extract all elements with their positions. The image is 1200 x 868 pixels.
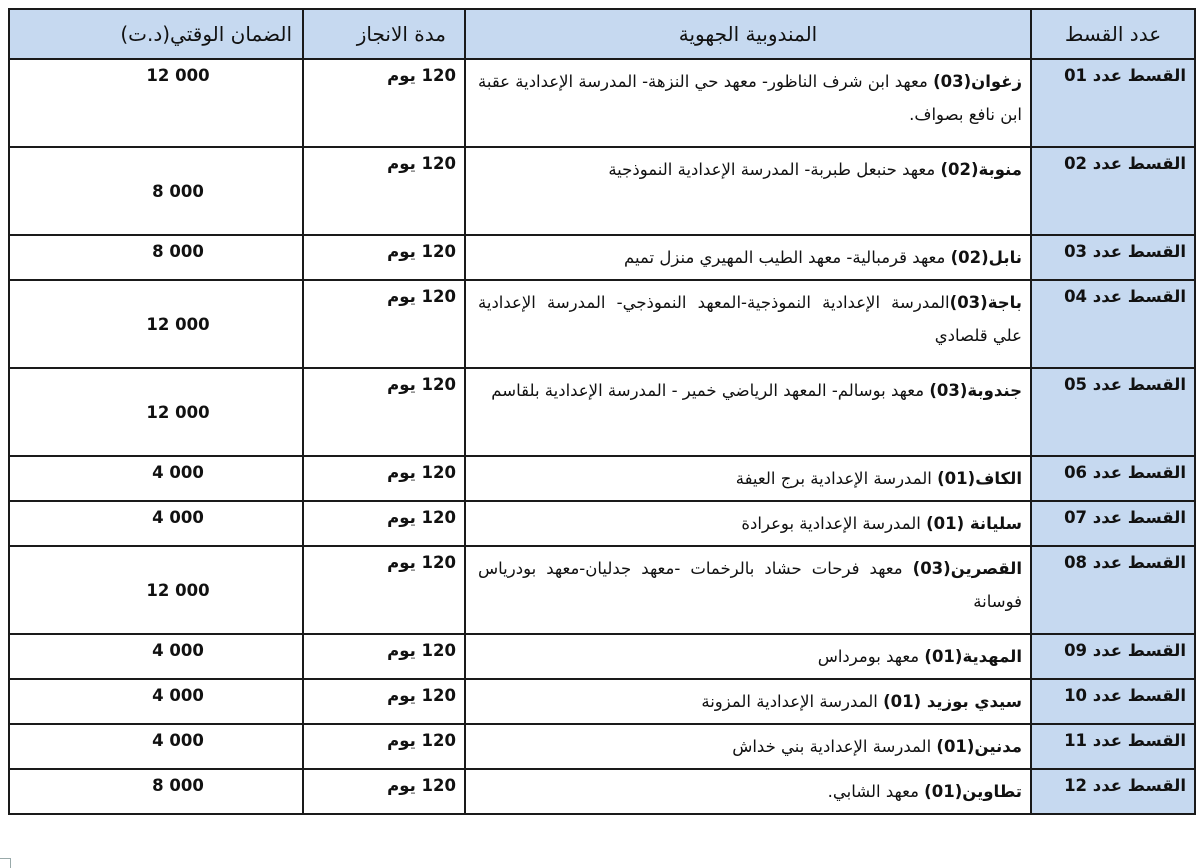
table-row (9, 147, 1195, 235)
duration-number: 120 (421, 66, 456, 85)
lot-cell: القسط عدد 08 (1031, 546, 1195, 634)
region-cell (465, 679, 1031, 724)
region-name: القصرين (950, 559, 1022, 578)
region-details: المدرسة الإعدادية بني خداش (732, 737, 937, 756)
region-count: (01) (936, 737, 975, 756)
header-lot: عدد القسط (1031, 9, 1195, 59)
duration-unit: يوم (387, 375, 416, 394)
region-name: نابل (988, 248, 1022, 267)
duration-unit: يوم (387, 154, 416, 173)
table-row (9, 501, 1195, 546)
region-name: باجة (987, 293, 1022, 312)
duration-cell (303, 368, 465, 456)
lot-cell: القسط عدد 07 (1031, 501, 1195, 546)
table-row (9, 769, 1195, 814)
table-row (9, 368, 1195, 456)
duration-cell (303, 546, 465, 634)
region-details: معهد بومرداس (817, 647, 925, 666)
lot-cell: القسط عدد 11 (1031, 724, 1195, 769)
region-details: المدرسة الإعدادية النموذجية-المعهد النموذجي- المدرسة الإعدادية علي قلصادي (478, 293, 1022, 345)
duration-number: 120 (421, 731, 456, 750)
region-count: (01) (937, 469, 976, 488)
region-details: معهد قرمبالية- معهد الطيب المهيري منزل تميم (624, 248, 951, 267)
guarantee-value: 8 000 (152, 242, 204, 261)
table-row (9, 724, 1195, 769)
duration-number: 120 (421, 508, 456, 527)
region-count: (02) (950, 248, 989, 267)
region-count: (03) (912, 559, 951, 578)
guarantee-value: 4 000 (152, 686, 204, 705)
duration-cell (303, 235, 465, 280)
region-count: (01) (883, 692, 922, 711)
duration-unit: يوم (387, 66, 416, 85)
guarantee-value: 8 000 (152, 776, 204, 795)
duration-unit: يوم (387, 553, 416, 572)
region-details: معهد حنبعل طبربة- المدرسة الإعدادية النموذجية (608, 160, 941, 179)
region-name: زغوان (971, 72, 1022, 91)
region-cell (465, 147, 1031, 235)
duration-number: 120 (421, 154, 456, 173)
guarantee-value: 12 000 (146, 580, 210, 600)
guarantee-cell (9, 769, 303, 814)
duration-cell (303, 634, 465, 679)
guarantee-value: 4 000 (152, 731, 204, 750)
lot-cell: القسط عدد 09 (1031, 634, 1195, 679)
table-row (9, 456, 1195, 501)
region-cell (465, 769, 1031, 814)
guarantee-value: 4 000 (152, 641, 204, 660)
region-cell (465, 59, 1031, 147)
duration-number: 120 (421, 686, 456, 705)
guarantee-cell (9, 634, 303, 679)
region-name: تطاوين (962, 782, 1022, 801)
lot-cell: القسط عدد 06 (1031, 456, 1195, 501)
lots-table (8, 8, 1196, 815)
region-cell (465, 724, 1031, 769)
duration-cell (303, 679, 465, 724)
region-cell (465, 235, 1031, 280)
table-row (9, 59, 1195, 147)
duration-number: 120 (421, 463, 456, 482)
lot-cell: القسط عدد 10 (1031, 679, 1195, 724)
duration-number: 120 (421, 242, 456, 261)
guarantee-cell (9, 368, 303, 456)
region-count: (01) (924, 647, 963, 666)
duration-unit: يوم (387, 731, 416, 750)
region-count: (03) (933, 72, 972, 91)
region-cell (465, 456, 1031, 501)
duration-number: 120 (421, 553, 456, 572)
duration-unit: يوم (387, 641, 416, 660)
guarantee-value: 8 000 (152, 181, 204, 201)
region-details: معهد فرحات حشاد بالرخمات -معهد جدليان-معهد بودرياس فوسانة (478, 559, 1022, 611)
guarantee-cell (9, 546, 303, 634)
lot-cell: القسط عدد 04 (1031, 280, 1195, 368)
duration-cell (303, 147, 465, 235)
lot-cell: القسط عدد 01 (1031, 59, 1195, 147)
guarantee-value: 12 000 (146, 66, 210, 85)
document-page (8, 8, 1194, 815)
region-name: سيدي بوزيد (921, 692, 1022, 711)
guarantee-value: 12 000 (146, 314, 210, 334)
duration-cell (303, 724, 465, 769)
region-details: المدرسة الإعدادية المزونة (701, 692, 884, 711)
guarantee-cell (9, 456, 303, 501)
duration-unit: يوم (387, 686, 416, 705)
duration-unit: يوم (387, 508, 416, 527)
guarantee-value: 12 000 (146, 402, 210, 422)
guarantee-cell (9, 679, 303, 724)
table-row (9, 280, 1195, 368)
lot-cell: القسط عدد 12 (1031, 769, 1195, 814)
table-row (9, 634, 1195, 679)
duration-unit: يوم (387, 776, 416, 795)
region-cell (465, 634, 1031, 679)
guarantee-value: 4 000 (152, 508, 204, 527)
guarantee-value: 4 000 (152, 463, 204, 482)
region-count: (03) (929, 381, 968, 400)
duration-unit: يوم (387, 463, 416, 482)
guarantee-cell (9, 59, 303, 147)
duration-unit: يوم (387, 287, 416, 306)
region-name: المهدية (962, 647, 1022, 666)
region-name: سليانة (964, 514, 1022, 533)
region-cell (465, 501, 1031, 546)
region-name: منوبة (978, 160, 1022, 179)
lot-cell: القسط عدد 05 (1031, 368, 1195, 456)
duration-cell (303, 59, 465, 147)
duration-number: 120 (421, 776, 456, 795)
region-count: (03) (949, 293, 988, 312)
region-cell (465, 368, 1031, 456)
region-details: المدرسة الإعدادية برج العيفة (735, 469, 938, 488)
lot-cell: القسط عدد 02 (1031, 147, 1195, 235)
region-name: جندوبة (967, 381, 1022, 400)
table-row (9, 235, 1195, 280)
region-count: (01) (926, 514, 965, 533)
duration-cell (303, 501, 465, 546)
table-row (9, 679, 1195, 724)
region-name: مدنين (974, 737, 1022, 756)
lot-cell: القسط عدد 03 (1031, 235, 1195, 280)
region-name: الكاف (975, 469, 1022, 488)
header-guarantee: الضمان الوقتي(د.ت) (9, 9, 303, 59)
region-count: (02) (940, 160, 979, 179)
duration-unit: يوم (387, 242, 416, 261)
region-count: (01) (924, 782, 963, 801)
guarantee-cell (9, 235, 303, 280)
region-details: معهد بوسالم- المعهد الرياضي خمير - المدرسة الإعدادية بلقاسم (491, 381, 930, 400)
guarantee-cell (9, 280, 303, 368)
header-region: المندوبية الجهوية (465, 9, 1031, 59)
duration-number: 120 (421, 287, 456, 306)
region-details: معهد الشابي. (827, 782, 925, 801)
guarantee-cell (9, 501, 303, 546)
region-cell (465, 546, 1031, 634)
header-duration: مدة الانجاز (303, 9, 465, 59)
region-cell (465, 280, 1031, 368)
duration-number: 120 (421, 641, 456, 660)
duration-cell (303, 280, 465, 368)
table-header-row (9, 9, 1195, 59)
region-details: المدرسة الإعدادية بوعرادة (741, 514, 927, 533)
duration-number: 120 (421, 375, 456, 394)
guarantee-cell (9, 724, 303, 769)
duration-cell (303, 456, 465, 501)
guarantee-cell (9, 147, 303, 235)
region-details: معهد ابن شرف الناظور- معهد حي النزهة- المدرسة الإعدادية عقبة ابن نافع بصواف. (478, 72, 1022, 124)
table-row (9, 546, 1195, 634)
duration-cell (303, 769, 465, 814)
